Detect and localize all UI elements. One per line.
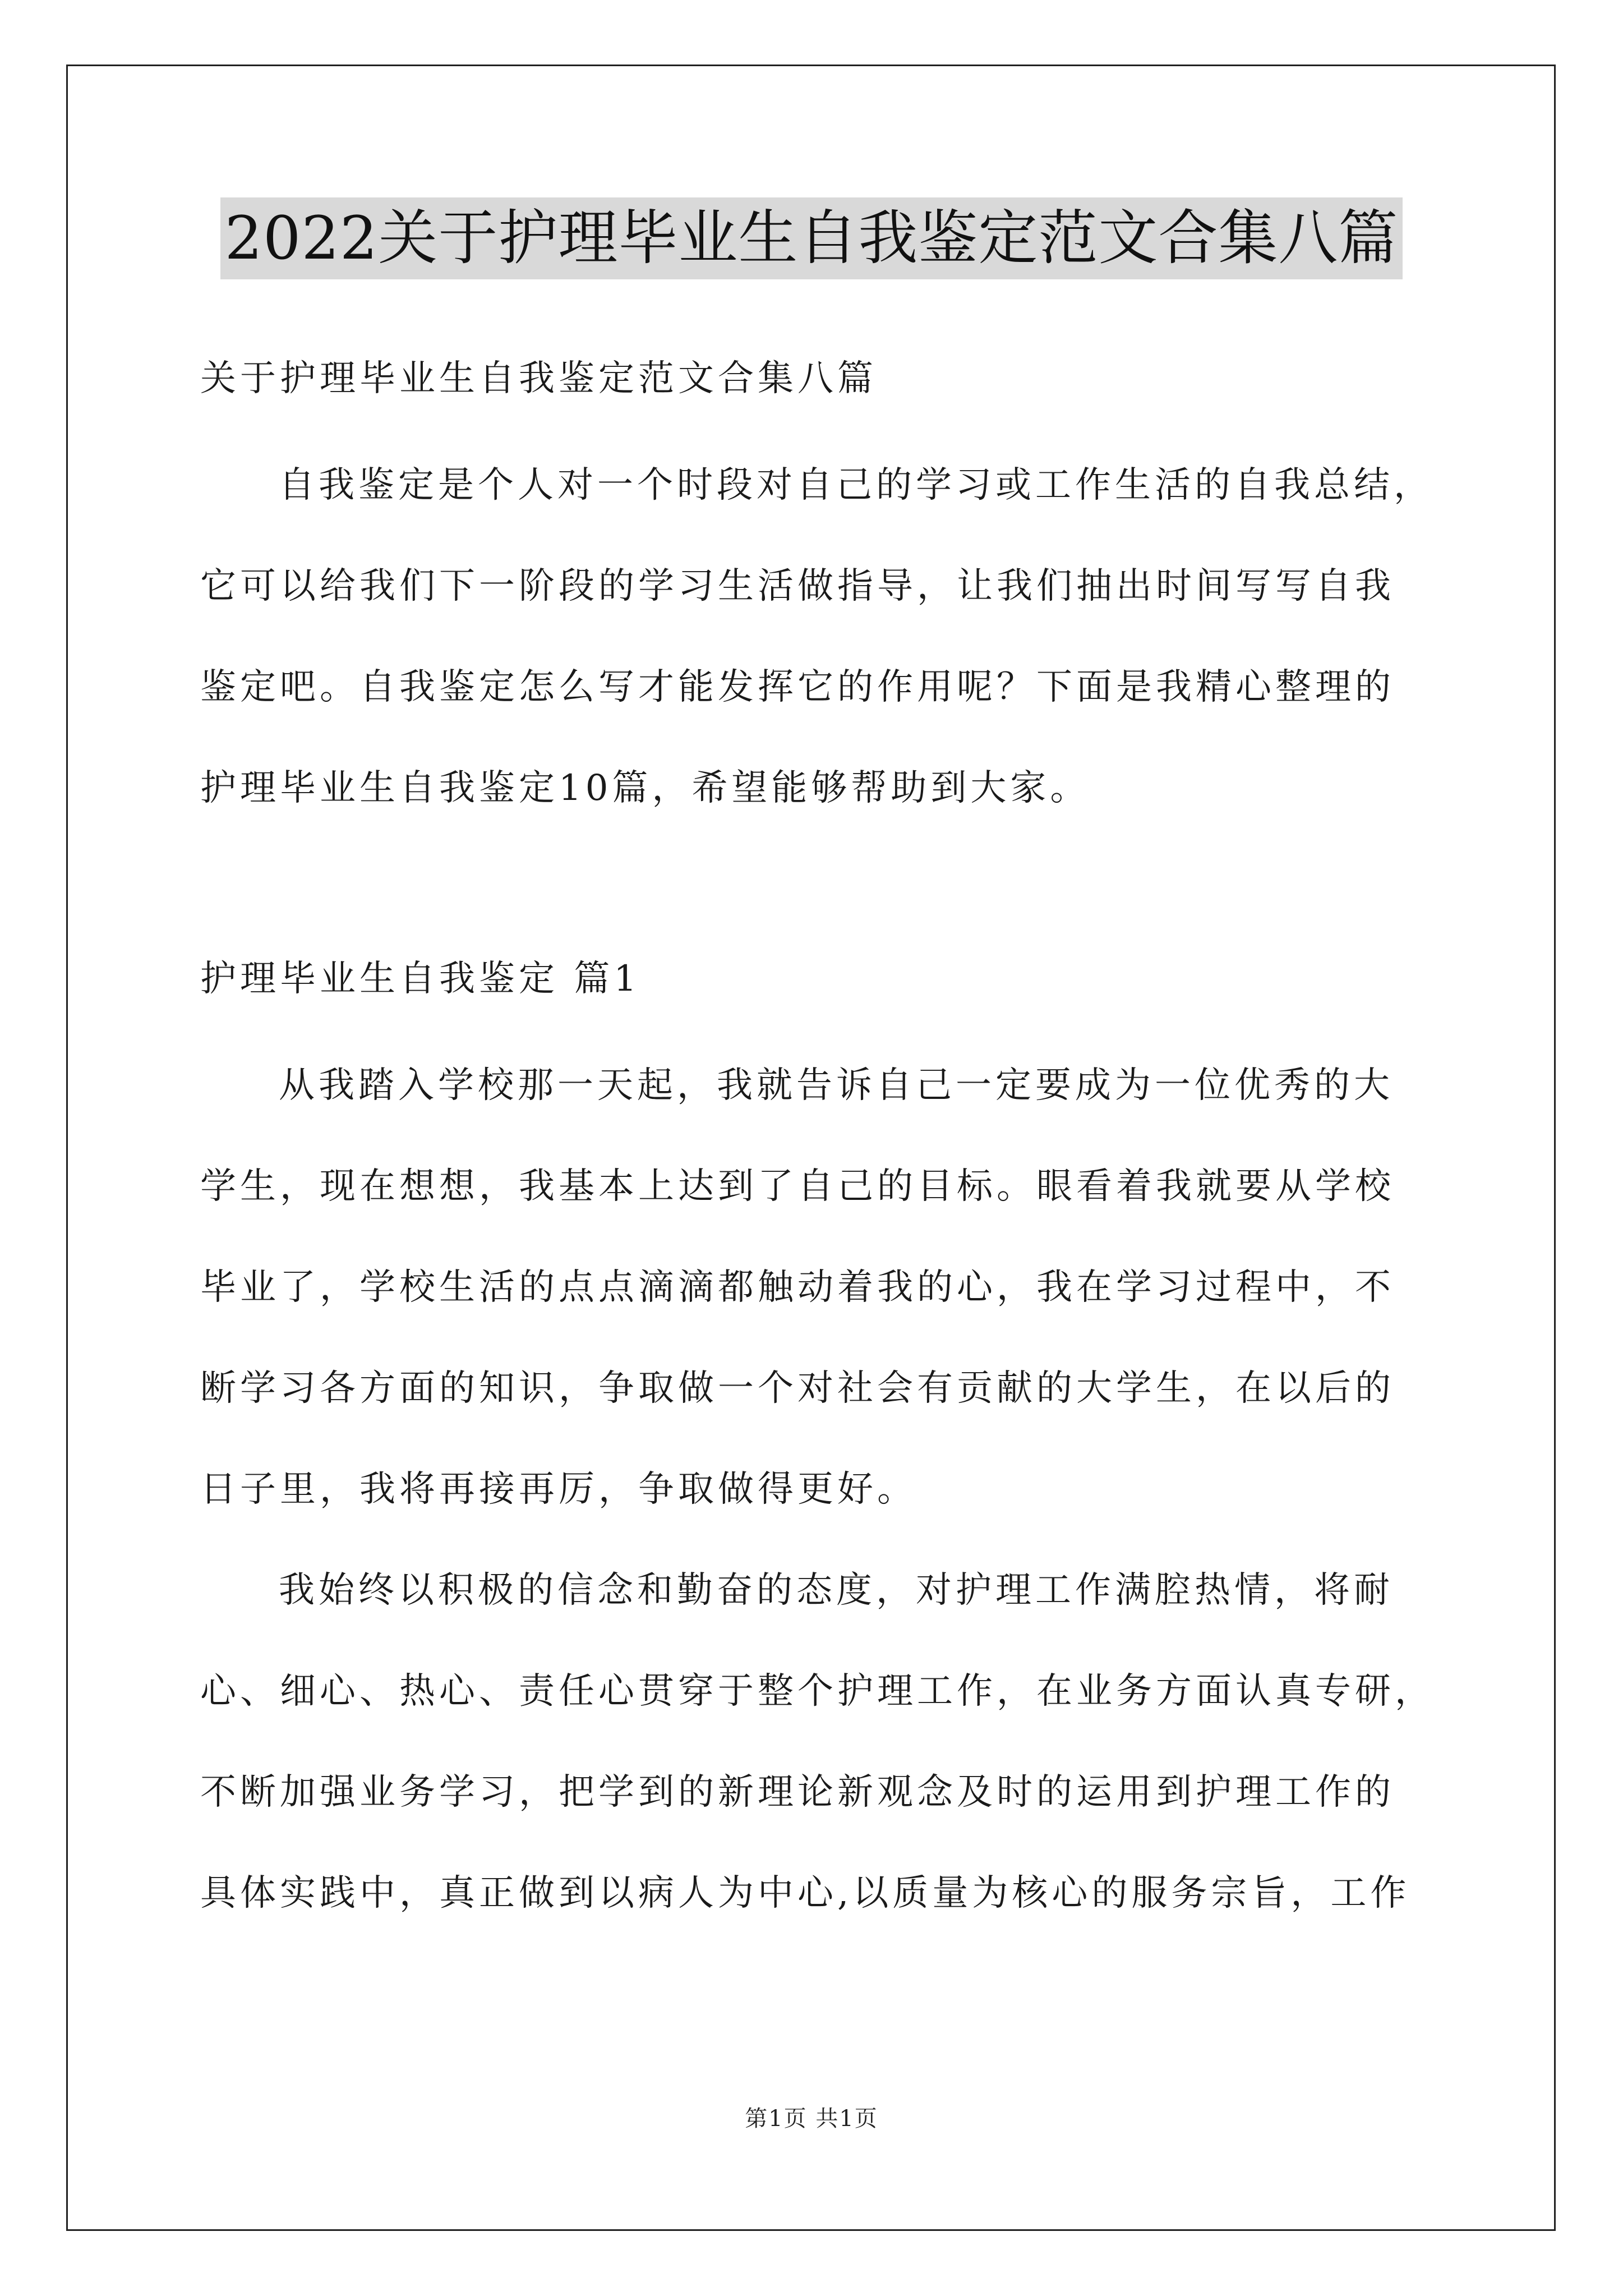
section1-heading: 护理毕业生自我鉴定 篇1 <box>200 958 641 1000</box>
section1-para1-line-4: 断学习各方面的知识，争取做一个对社会有贡献的大学生，在以后的 <box>200 1368 1395 1409</box>
section1-para1-line-1: 从我踏入学校那一天起，我就告诉自己一定要成为一位优秀的大 <box>279 1065 1394 1106</box>
document-subtitle: 关于护理毕业生自我鉴定范文合集八篇 <box>200 358 877 399</box>
intro-line-1: 自我鉴定是个人对一个时段对自己的学习或工作生活的自我总结， <box>279 464 1433 506</box>
section1-para1-line-3: 毕业了，学校生活的点点滴滴都触动着我的心，我在学习过程中，不 <box>200 1267 1395 1308</box>
section1-para2-line-2: 心、细心、热心、责任心贯穿于整个护理工作，在业务方面认真专研， <box>200 1671 1435 1712</box>
intro-line-2: 它可以给我们下一阶段的学习生活做指导，让我们抽出时间写写自我 <box>200 565 1395 607</box>
section1-para2-line-1: 我始终以积极的信念和勤奋的态度，对护理工作满腔热情，将耐 <box>279 1570 1394 1611</box>
page-footer: 第1页 共1页 <box>745 2106 878 2132</box>
intro-line-4: 护理毕业生自我鉴定10篇，希望能够帮助到大家。 <box>200 767 1090 809</box>
document-title: 2022关于护理毕业生自我鉴定范文合集八篇 <box>220 197 1403 279</box>
title-container <box>0 197 1623 279</box>
intro-line-3: 鉴定吧。自我鉴定怎么写才能发挥它的作用呢？下面是我精心整理的 <box>200 666 1395 708</box>
section1-para1-line-5: 日子里，我将再接再厉，争取做得更好。 <box>200 1469 917 1510</box>
section1-para2-line-3: 不断加强业务学习，把学到的新理论新观念及时的运用到护理工作的 <box>200 1772 1395 1813</box>
section1-para1-line-2: 学生，现在想想，我基本上达到了自己的目标。眼看着我就要从学校 <box>200 1166 1395 1207</box>
section1-para2-line-4: 具体实践中，真正做到以病人为中心,以质量为核心的服务宗旨，工作 <box>200 1872 1410 1914</box>
